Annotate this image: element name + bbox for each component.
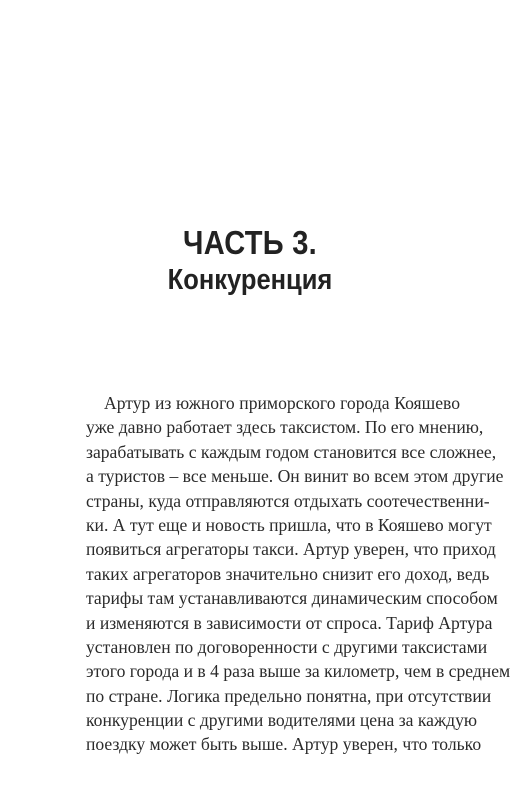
chapter-title: Конкуренция (167, 264, 333, 296)
text-line: зарабатывать с каждым годом становится все сложнее, (86, 441, 497, 462)
text-line: таких агрегаторов значительно снизит его доход, ведь (86, 563, 490, 584)
body-paragraph (86, 391, 510, 757)
text-line: и изменяются в зависимости от спроса. Тариф Артура (86, 612, 493, 633)
text-line: уже давно работает здесь таксистом. По его мнению, (86, 417, 484, 438)
text-line: тарифы там устанавливаются динамическим способом (86, 588, 498, 609)
text-line: появиться агрегаторы такси. Артур уверен, что приход (86, 539, 496, 560)
text-line: страны, куда отправляются отдыхать соотечественни- (86, 490, 490, 511)
text-line: поездку может быть выше. Артур уверен, что только (86, 734, 482, 755)
text-line: этого города и в 4 раза выше за километр, чем в среднем (86, 661, 510, 682)
text-line: Артур из южного приморского города Кояшево (104, 393, 460, 413)
text-line: по стране. Логика предельно понятна, при отсутствии (86, 685, 492, 706)
text-line: установлен по договоренности с другими таксистами (86, 636, 488, 657)
text-line: а туристов – все меньше. Он винит во всем этом другие (86, 466, 504, 487)
chapter-number: ЧАСТЬ 3. (183, 224, 317, 261)
text-line: конкуренции с другими водителями цена за каждую (86, 710, 478, 731)
text-line: ки. А тут еще и новость пришла, что в Кояшево могут (86, 514, 492, 535)
